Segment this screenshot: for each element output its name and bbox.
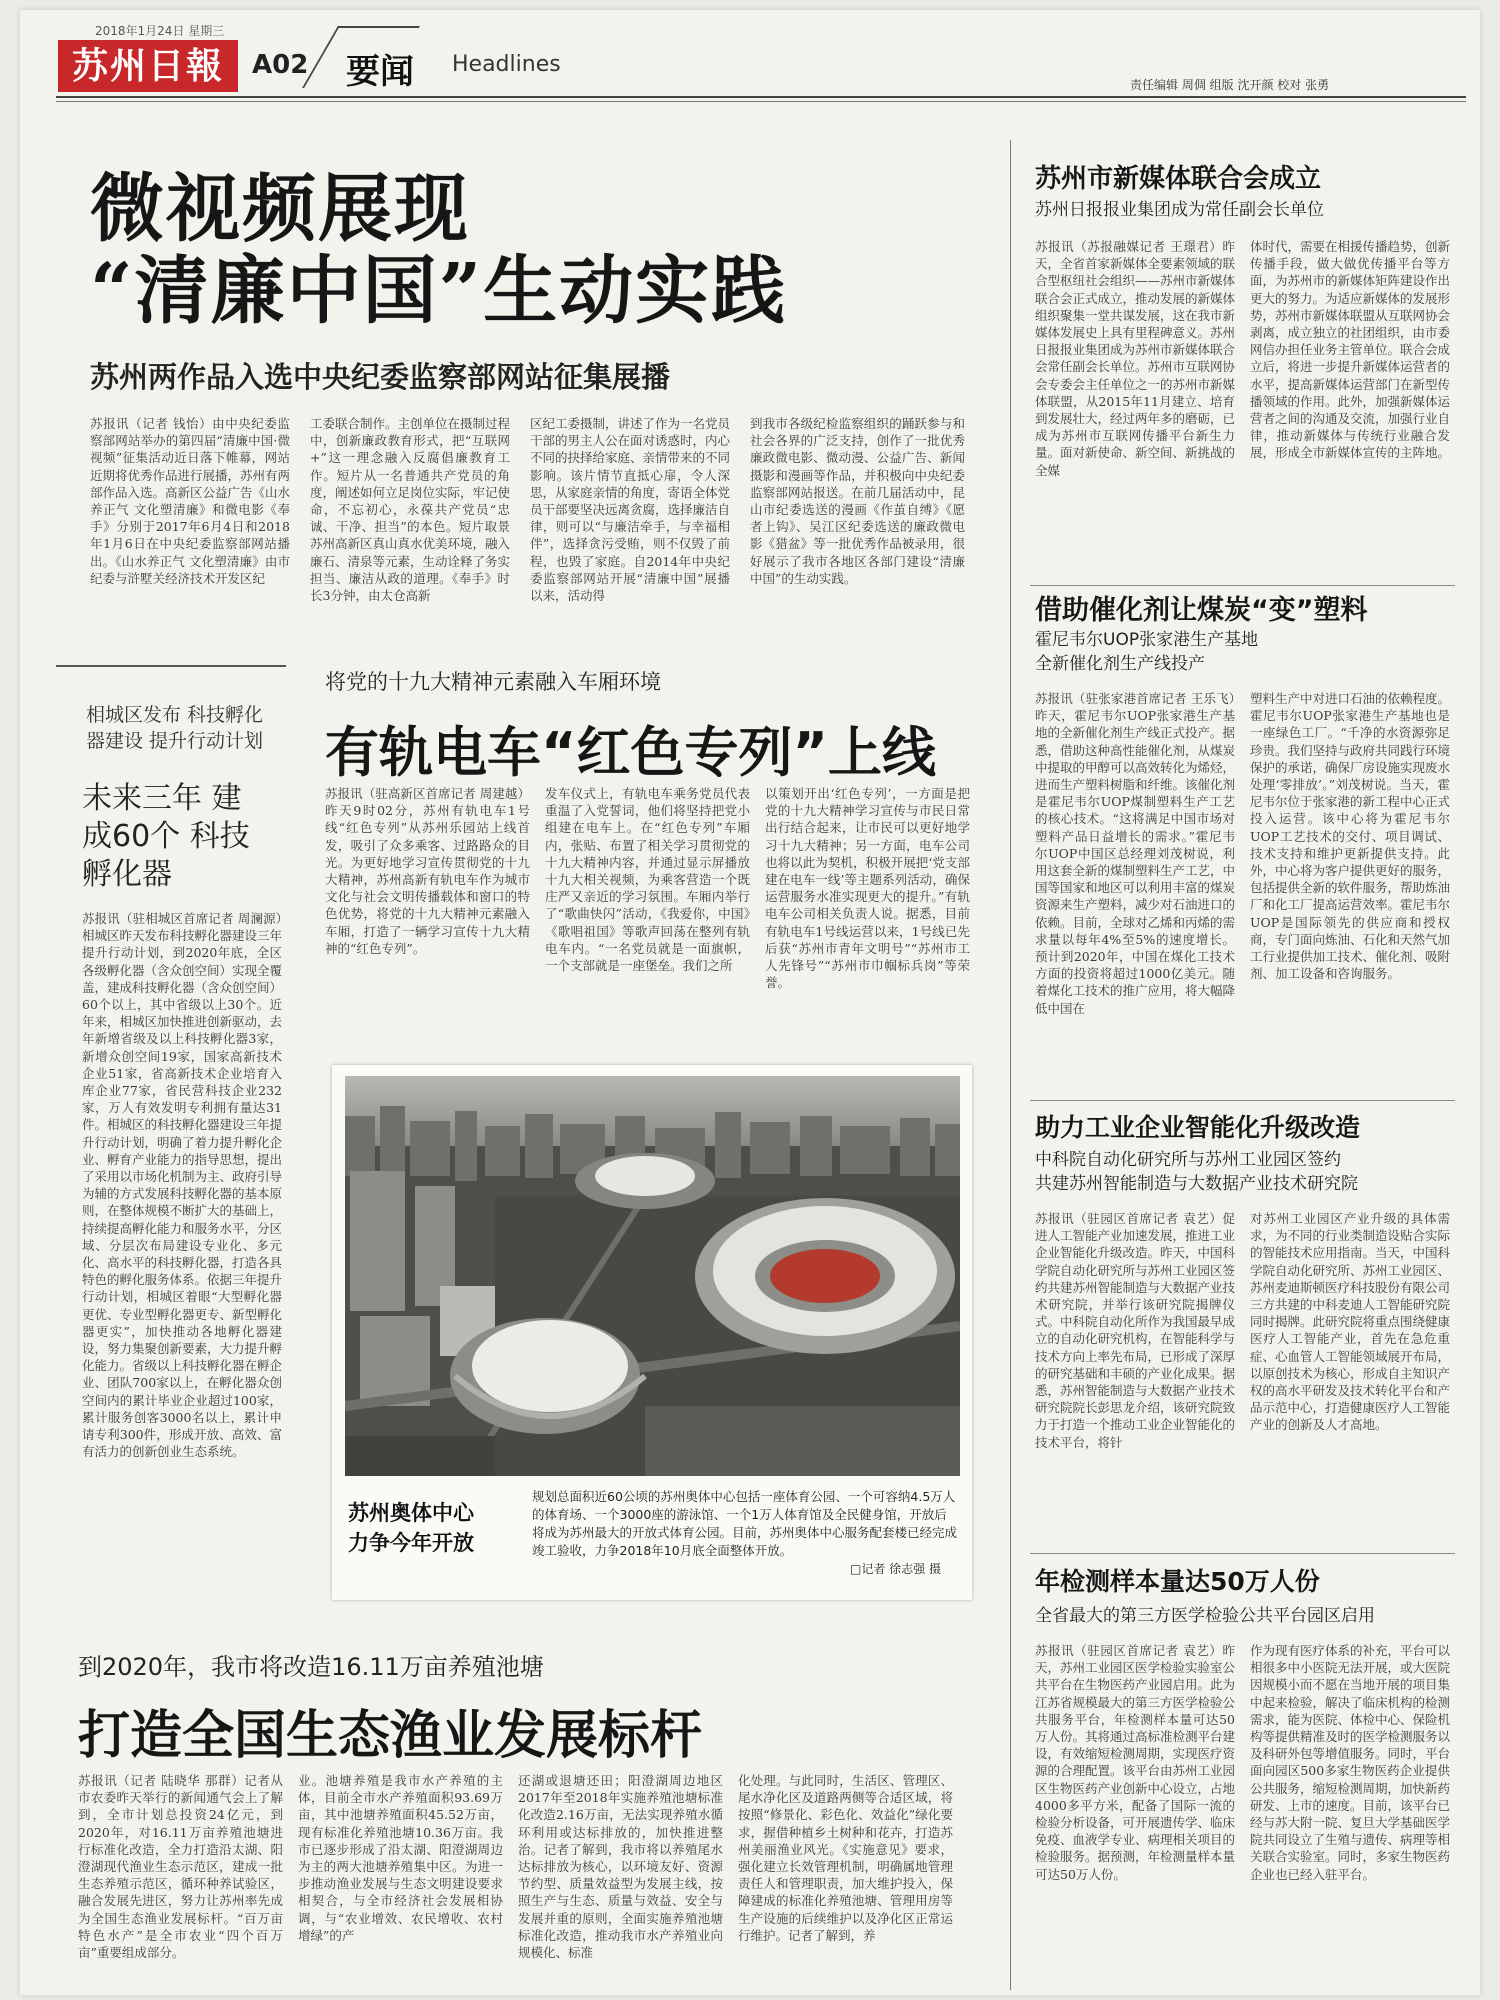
smart-column-2: 对苏州工业园区产业升级的具体需求，为不同的行业类制造设贴合实际的智能技术应用指南。当天，中国科学院自动化研究所、苏州工业园区、苏州麦迪斯顿医疗科技股份有限公司三方共建的中科麦迪人工智能研究院同时揭牌。此研究院将重点围绕健康医疗人工智能产业，首先在急危重症、心血管人工智能领域展开布局，以原创技术为核心，形成自主知识产权的高水平研发及技术转化平台和产品示范中心，打造健康医疗人工智能产业的创新及人才高地。: [1250, 1211, 1450, 1433]
fishery-column-2: 业。池塘养殖是我市水产养殖的主体，目前全市水产养殖面积93.69万亩，其中池塘养殖面积45.52万亩，现有标准化养殖池塘10.36万亩。我市已逐步形成了沿太湖、阳澄湖周边为主的两大池塘养殖集中区。为进一步推动渔业发展与生态文明建设要求相契合，与全市经济社会发展相协调，与“农业增效、农民增收、农村增绿”的产: [298, 1773, 503, 1943]
lead-column-1: 苏报讯（记者 钱怡）由中央纪委监察部网站举办的第四届“清廉中国·微视频”征集活动近日落下帷幕，网站近期将优秀作品进行展播，苏州有两部作品入选。高新区公益广告《山水养正气 文化塑清廉》和微电影《奉手》分别于2017年6月4日和2018年1月6日在中央纪委监察部网站播出。《山水养正气 文化塑清廉》由市纪委与浒墅关经济技术开发区纪: [90, 416, 290, 586]
photo-caption: 规划总面积近60公顷的苏州奥体中心包括一座体育公园、一个可容纳4.5万人的体育场、一个3000座的游泳馆、一个1万人体育馆及全民健身馆，开放后将成为苏州最大的开放式体育公园。目前，苏州奥体中心服务配套楼已经完成竣工验收，力争2018年10月底全面整体开放。: [532, 1489, 958, 1558]
stadium-aerial-illustration: [345, 1076, 960, 1476]
lead-column-4: 到我市各级纪检监察组织的踊跃参与和社会各界的广泛支持，创作了一批优秀廉政微电影、微动漫、公益广告、新闻摄影和漫画等作品，并积极向中央纪委监察部网站报送。在前几届活动中，昆山市纪委选送的漫画《作茧自缚》《愿者上钩》、吴江区纪委选送的廉政微电影《猎盆》等一批优秀作品被录用，很好展示了我市各地区各部门建设“清廉中国”的生动实践。: [750, 416, 965, 586]
tram-kicker: 将党的十九大精神元素融入车厢环境: [325, 670, 661, 694]
medical-column-2: 作为现有医疗体系的补充，平台可以相很多中小医院无法开展，或大医院因规模小而不愿在当地开展的项目集中起来检验，解决了临床机构的检测需求，能为医院、体检中心、保险机构等提供精准及时的医学检测服务以及科研外包等增值服务。同时，平台面向园区500多家生物医药企业提供公共服务，缩短检测周期，加快新药研发、上市的速度。目前，该平台已经与苏大附一院、复旦大学基础医学院共同设立了生殖与遗传、病理等相关联合实验室。同时，多家生物医药企业也已经入驻平台。: [1250, 1643, 1450, 1882]
tram-column-1: 苏报讯（驻高新区首席记者 周建越）昨天9时02分，苏州有轨电车1号线“红色专列”从苏州乐园站上线首发，吸引了众多乘客、过路路众的目光。为更好地学习宣传贯彻党的十九大精神，苏州高新有轨电车作为城市文化与社会文明传播载体和窗口的特色优势，将党的十九大精神元素融入车厢，打造了一辆学习宣传十九大精神的“红色专列”。: [325, 786, 530, 956]
newspaper-page: [20, 10, 1480, 1995]
photo-credit: □记者 徐志强 摄: [850, 1562, 941, 1576]
incubator-headline: 未来三年 建成60个 科技孵化器: [82, 781, 250, 892]
medical-subhead: 全省最大的第三方医学检验公共平台园区启用: [1035, 1606, 1375, 1626]
photo-title-line2: 力争今年开放: [348, 1531, 474, 1555]
editor-credits: 责任编辑 周倜 组版 沈开颜 校对 张勇: [1130, 78, 1330, 92]
media-subhead: 苏州日报报业集团成为常任副会长单位: [1035, 200, 1324, 220]
photo-title: [348, 1498, 474, 1558]
catalyst-column-1: 苏报讯（驻张家港首席记者 王乐飞）昨天，霍尼韦尔UOP张家港生产基地的全新催化剂生产线正式投产。据悉，借助这种高性能催化剂，从煤炭中提取的甲醇可以高效转化为烯烃，进而生产塑料树脂和纤维。该催化剂是霍尼韦尔UOP煤制塑料生产工艺的核心技术。“这将满足中国市场对塑料产品日益增长的需求。”霍尼韦尔UOP中国区总经理刘茂树说，利用这套全新的煤制塑料生产工艺，中国等国家和地区可以利用丰富的煤炭资源来生产塑料，减少对石油进口的依赖。目前，全球对乙烯和丙烯的需求量以每年4%至5%的速度增长。预计到2020年，中国在煤化工技术方面的投资将超过1000亿美元。随着煤化工技术的推广应用，将大幅降低中国在: [1035, 691, 1235, 1016]
incubator-kicker: 相城区发布 科技孵化器建设 提升行动计划: [86, 704, 264, 752]
newspaper-logo: 苏州日報: [58, 40, 238, 92]
right-separator-1: [1030, 585, 1455, 586]
tram-column-3: 以策划开出‘红色专列’，一方面是把党的十九大精神学习宣传与市民日常出行结合起来，让市民可以更好地学习十九大精神；另一方面，电车公司也将以此为契机，积极开展把‘党支部建在电车一线’等主题系列活动，确保运营服务水准实现更大的提升。”有轨电车公司相关负责人说。据悉，目前有轨电车1号线运营以来，1号线已先后获“苏州市青年文明号”“苏州市工人先锋号”“苏州市巾帼标兵岗”等荣誉。: [765, 786, 970, 991]
section-title: 要闻: [346, 52, 414, 92]
tram-column-2: 发车仪式上，有轨电车乘务党员代表重温了入党誓词，他们将坚持把党小组建在电车上。在“红色专列”车厢内，张贴、布置了相关学习贯彻党的十九大精神内容，并通过显示屏播放十九大相关视频，为乘客营造一个既庄严又亲近的学习氛围。车厢内举行了“歌曲快闪”活动，《我爱你，中国》《歌唱祖国》等歌声回荡在整列有轨电车内。“一名党员就是一面旗帜，一个支部就是一座堡垒。我们之所: [545, 786, 750, 974]
catalyst-column-2: 塑料生产中对进口石油的依赖程度。霍尼韦尔UOP张家港生产基地也是一座绿色工厂。“千净的水资源弥足珍贵。我们坚持与政府共同践行环境保护的承诺，确保厂房设施实现废水处理‘零排放’。”刘茂树说。当天，霍尼韦尔位于张家港的新工程中心正式投入运营。该中心将为霍尼韦尔UOP工艺技术的交付、项目调试、技术支持和维护更新提供支持。此外，中心将为客户提供更好的服务，包括提供全新的软件服务，帮助炼油厂和化工厂提高运营效率。霍尼韦尔UOP是国际领先的供应商和授权商，专门面向炼油、石化和天然气加工行业提供加工技术、催化剂、吸附剂、加工设备和咨询服务。: [1250, 691, 1450, 982]
fishery-column-1: 苏报讯（记者 陆晓华 那群）记者从市农委昨天举行的新闻通气会上了解到，全市计划总投资24亿元，到2020年，对16.11万亩养殖池塘进行标准化改造，全力打造沿太湖、阳澄湖现代渔业生态示范区，建成一批生态养殖示范区，循环种养试验区，融合发展先进区，努力让苏州率先成为全国生态渔业发展标杆。“百万亩特色水产”是全市农业“四个百万亩”重要组成部分。: [78, 1773, 283, 1961]
fishery-kicker: 到2020年，我市将改造16.11万亩养殖池塘: [78, 1653, 544, 1681]
medical-column-1: 苏报讯（驻园区首席记者 袁艺）昨天，苏州工业园区医学检验实验室公共平台在生物医药产业园启用。此为江苏省规模最大的第三方医学检验公共服务平台，年检测样本量可达50万人份。其将通过高标准检测平台建设，有效缩短检测周期，实现医疗资源的合理配置。该平台由苏州工业园区生物医药产业创新中心设立，占地4000多平方米，配备了国际一流的检验分析设备，可开展遗传学、临床免疫、血液学专业、病理相关项目的检验服务。据预测，年检测量样本量可达50万人份。: [1035, 1643, 1235, 1882]
catalyst-subhead-1: 霍尼韦尔UOP张家港生产基地: [1035, 630, 1259, 650]
lead-column-3: 区纪工委摄制，讲述了作为一名党员干部的男主人公在面对诱惑时，内心不同的抉择给家庭、亲情带来的不同影响。该片情节直抵心扉，令人深思，从家庭亲情的角度，寄语全体党员干部要坚决远离贪腐，选择廉洁自律，则可以“与廉洁牵手，与幸福相伴”，选择贪污受贿，则不仅毁了前程，也毁了家庭。自2014年中央纪委监察部网站开展“清廉中国”展播以来，活动得: [530, 416, 730, 604]
page-number: A02: [252, 50, 309, 80]
lead-headline-line1: 微视频展现: [90, 166, 470, 252]
fishery-headline: 打造全国生态渔业发展标杆: [78, 1706, 703, 1766]
media-headline: 苏州市新媒体联合会成立: [1035, 164, 1322, 194]
right-separator-3: [1030, 1553, 1455, 1554]
media-column-1: 苏报讯（苏报融媒记者 王璟君）昨天，全省首家新媒体全要素领域的联合型枢纽社会组织——苏州市新媒体联合会正式成立，推动发展的新媒体组织聚集一堂共谋发展，这在我市新媒体发展史上具有里程碑意义。苏州日报报业集团成为苏州市新媒体联合会常任副会长单位。苏州市互联网协会专委会主任单位之一的苏州市新媒体联盟，从2015年11月建立、培育到发展壮大，经过两年多的磨砺，已成为苏州市互联网传播平台新生力量。面对新使命、新空间、新挑战的全媒: [1035, 239, 1235, 478]
masthead-rule: [56, 96, 1466, 98]
media-column-2: 体时代，需要在相援传播趋势，创新传播手段，做大做优传播平台等方面，为苏州市的新媒体矩阵建设作出更大的努力。为适应新媒体的发展形势，苏州市新媒体联盟从互联网协会剥离，成立独立的社团组织，由市委网信办担任业务主管单位。联合会成立后，将进一步提升新媒体运营者的水平，提高新媒体运营部门在新型传播领域的作用。此外，加强新媒体运营者之间的沟通及交流，加强行业自律，推动新媒体与传统行业融合发展，形成全市新媒体宣传的主阵地。: [1250, 239, 1450, 461]
smart-column-1: 苏报讯（驻园区首席记者 袁艺）促进人工智能产业加速发展，推进工业企业智能化升级改造。昨天，中国科学院自动化研究所与苏州工业园区签约共建苏州智能制造与大数据产业技术研究院，并举行该研究院揭牌仪式。中科院自动化所作为我国最早成立的自动化研究机构，在智能科学与技术方向上率先布局，已形成了深厚的研究基础和丰硕的产业化成果。据悉，苏州智能制造与大数据产业技术研究院院长彭思龙介绍，该研究院致力于打造一个推动工业企业智能化的技术平台，将针: [1035, 1211, 1235, 1450]
lead-subhead: 苏州两作品入选中央纪委监察部网站征集展播: [90, 360, 671, 394]
smart-subhead-2: 共建苏州智能制造与大数据产业技术研究院: [1035, 1174, 1358, 1194]
fishery-column-4: 化处理。与此同时，生活区、管理区、尾水净化区及道路两侧等合适区域，将按照“修景化、彩色化、效益化”绿化要求，握借种植乡土树种和花卉，打造苏州美丽渔业风光。《实施意见》要求，强化建立长效管理机制，明确属地管理责任人和管理职责，加大维护投入，保障建成的标准化养殖池塘、管理用房等生产设施的后续维护以及净化区正常运行维护。记者了解到，养: [738, 1773, 953, 1943]
catalyst-headline: 借助催化剂让煤炭“变”塑料: [1035, 595, 1368, 626]
catalyst-subhead-2: 全新催化剂生产线投产: [1035, 654, 1205, 674]
medical-headline: 年检测样本量达50万人份: [1035, 1567, 1320, 1596]
fishery-column-3: 还湖或退塘还田；阳澄湖周边地区2017年至2018年实施养殖池塘标准化改造2.16万亩，无法实现养殖水循环利用或达标排放的，加快推进整治。记者了解到，我市将以养殖尾水达标排放为核心，以环境友好、资源节约型、质量效益型为发展主线，按照生产与生态、质量与效益、安全与发展并重的原则，全面实施养殖池塘标准化改造，推动我市水产养殖业向规模化、标准: [518, 1773, 723, 1961]
right-separator-2: [1030, 1100, 1455, 1101]
stadium-aerial-photo: [345, 1076, 960, 1476]
photo-title-line1: 苏州奥体中心: [348, 1501, 474, 1525]
side-story-rule: [56, 665, 286, 667]
section-title-en: Headlines: [452, 52, 561, 77]
tram-headline: 有轨电车“红色专列”上线: [325, 721, 936, 784]
smart-subhead-1: 中科院自动化研究所与苏州工业园区签约: [1035, 1150, 1341, 1170]
column-divider: [1010, 140, 1011, 1990]
lead-headline-line2: “清廉中国”生动实践: [90, 248, 788, 334]
smart-headline: 助力工业企业智能化升级改造: [1035, 1113, 1361, 1142]
lead-column-2: 工委联合制作。主创单位在摄制过程中，创新廉政教育形式，把“互联网+”这一理念融入反腐倡廉教育工作。短片从一名普通共产党员的角度，阐述如何立足岗位实际，牢记使命，不忘初心，永葆共产党员“忠诚、干净、担当”的本色。短片取景苏州高新区真山真水优美环境，融入廉石、清泉等元素，生动诠释了务实担当、廉洁从政的道理。《奉手》时长3分钟，由太仓高新: [310, 416, 510, 604]
incubator-body: 苏报讯（驻相城区首席记者 周澜源）相城区昨天发布科技孵化器建设三年提升行动计划，到2020年底，全区各级孵化器（含众创空间）实现全覆盖，建成科技孵化器（含众创空间）60个以上，其中省级以上30个。近年来，相城区加快推进创新驱动，去年新增省级及以上科技孵化器3家，新增众创空间19家，国家高新技术企业51家，省高新技术企业培育入库企业77家，省民营科技企业232家，万人有效发明专利拥有量达31件。相城区的科技孵化器建设三年提升行动计划，明确了着力提升孵化企业、孵育产业能力的指导思想，提出了采用以市场化机制为主、政府引导为辅的方式发展科技孵化器的基本原则，在整体规模不断扩大的基础上，持续提高孵化能力和服务水平，分区域、分层次布局建设专业化、多元化、高水平的科技孵化器，打造各具特色的孵化服务体系。依据三年提升行动计划，相城区着眼“大型孵化器更优、专业型孵化器更专、新型孵化器更实”，加快推动各地孵化器建设，努力集聚创新要素，大力提升孵化能力。省级以上科技孵化器在孵企业、团队700家以上，在孵化器众创空间内的累计毕业企业超过100家，累计服务创客3000名以上，累计申请专利300件，形成开放、高效、富有活力的创新创业生态系统。: [82, 911, 282, 1460]
issue-date: 2018年1月24日 星期三: [95, 24, 225, 38]
masthead-rule-thin: [56, 101, 1466, 102]
